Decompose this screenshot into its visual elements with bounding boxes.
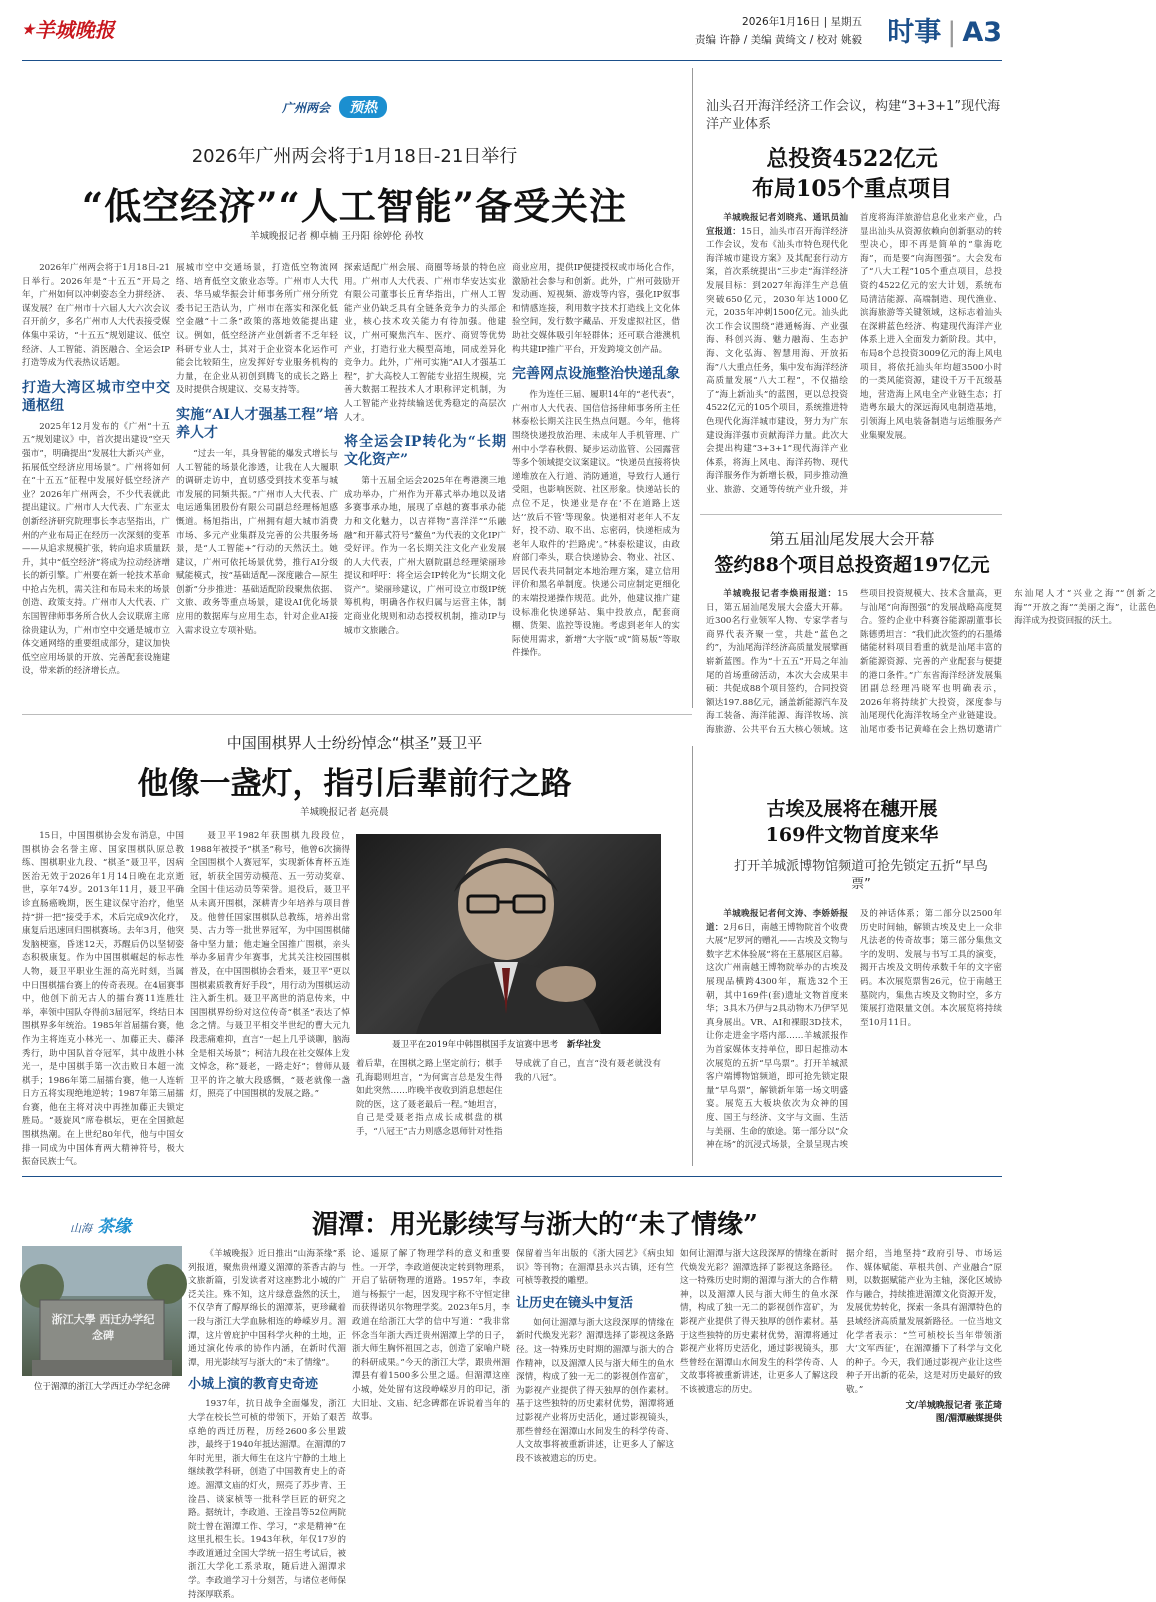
lead-subhead-games-ip: 将全运会IP转化为“长期文化资产” [344, 434, 506, 469]
photo-credit: 新华社发 [566, 1040, 601, 1050]
lead-byline: 羊城晚报记者 柳卓楠 王丹阳 徐婷伦 孙牧 [250, 231, 424, 242]
divider [692, 68, 693, 708]
memorial-inscription: 浙江大學 西迁办学纪念碑 [51, 1313, 155, 1342]
lead-col-2 [176, 262, 338, 692]
lead-col-1 [22, 262, 170, 692]
meitan-col-3 [516, 1248, 674, 1464]
kicker-shanhai: 山海 [70, 1222, 92, 1235]
relics-byline: 羊城晚报记者何文涛、李娇娇报道： [706, 909, 848, 933]
shantou-text: 15日，汕头市召开海洋经济工作会议，发布《汕头市特色现代化海洋城市建设方案》及其配套行动方案，首次系统提出“三步走”海洋经济发展目标：到2027年海洋生产总值突破650亿元，2030年达1000亿元，2035年冲刺1500亿元。汕头此次工作会议围绕“港通畅海、产业强海、科创兴海、魅力融海、生态护海、文化弘海、智慧用海、开放拓海”八大重点任务，集中发布海洋经济高质量发展“八大工程”，不仅描绘了“海上新汕头”的蓝图，更以总投资4522亿元的105个项目，系统推进特色现代化海洋城市建设，努力为广东建设海洋强市贡献海洋力量。此次大会提出构建“3+3+1”现代海洋产业体系，将海上风电、海洋药物、现代海洋服务作为新增长极，同步推动渔业、旅游、交通等传统产业升级，并首度将海洋旅游信息化业来产业，凸显出汕头从资源依赖向创新驱动的转型决心，即不再是简单的“靠海吃海”，而是要“向海图强”。大会发布了“八大工程”105个重点项目，总投资约4522亿元的宏大计划，系统布局清洁能源、高端制造、现代渔业、滨海旅游等关键领域，这标志着汕头在深耕蓝色经济、构建现代海洋产业体系上进入全面发力新阶段。其中，布局8个总投资3009亿元的海上风电项目，将依托汕头年均超3500小时的一类风能资源，建设千万千瓦级基地，营造海上风电全产业链生态；打造粤东最大的深远海风电制造基地，引领海上风电装备制造与运维服务产业集聚发展。 [706, 213, 1002, 495]
weiqi-col-2 [190, 830, 350, 1160]
relics-paragraph [706, 908, 1002, 1162]
section-label: 时事 | A3 [887, 17, 1002, 48]
meitan-col-1 [188, 1248, 346, 1600]
relics-text: 2月6日，南越王博物院首个收费大展“尼罗河的赠礼——古埃及文物与数字艺术体验展”将在王墓展区启幕。这次广州南越王博物院举办的古埃及展现品横跨4300年，瓶选32个王朝，其中169件(套)遗址文物首度来华；3具木乃伊与2具动物木乃伊罕见真身展出。VR、AI和裸眼3D技术，让你走进金字塔内部……羊城派报作为首家媒体支持单位，即日起推动本次展览的五折“早鸟票”。打开羊城派客户端博物馆频道，即可抢先锁定限量“早鸟票”，解锁新年第一场文明盛宴。展览五大板块依次为众神的国度、国王与经济、文字与文面、生活与美丽、生命的旅途。第一部分以“众神在场”的沉浸式场景，全景呈现古埃及的神话体系；第二部分以2500年历史时间轴，解锁古埃及史上一众非凡法老的传奇故事；第三部分集焦文字的发明、发展与书写工具的演变，揭开古埃及文明传承数千年的文字密码。本次展览票售26元，位于南越王墓院内，集焦古埃及文物时空，多方策展打造限量文创。本次展览将持续至10月11日。 [706, 909, 1002, 1151]
weiqi-col-3 [356, 1058, 661, 1162]
newspaper-logo: ★羊城晚报 [22, 18, 115, 42]
divider [700, 514, 1002, 515]
lead-subhead-express: 完善网点设施整治快递乱象 [512, 366, 680, 383]
lead-kicker [282, 96, 387, 118]
relics-headline-1: 古埃及展将在穗开展 [766, 798, 938, 820]
meitan-credits [846, 1400, 1002, 1426]
portrait-illustration [356, 834, 661, 1034]
lead-paragraph: “过去一年，具身智能的爆发式增长与人工智能的场景化渗透，让我在人大履职的调研走访中，直切感受到技术变革与城市发展的同频共振。”广州市人大代表、广电运通集团股份有限公司副总经理杨旭感慨道。杨旭指出，广州拥有超大城市消费市场、多元产业集群及完善的公共服务场景，是“人工智能+”行动的天然沃土。她建议，广州可依托场景优势，推行AI分级赋能模式，按“基础适配—深度融合—原生创新”分步推进：基础适配阶段聚焦依据、文旅、政务等重点场景，建设AI优化场景应用的数据库与应用生态，针对企业AI接入需求设立专项补贴。 [176, 448, 338, 636]
lead-paragraph: 商业应用，提供IP便捷授权或市场化合作，激励社会参与和创新。此外，广州可鼓励开发动画、短视频、游戏等内容，强化IP叙事和情感连接，利用数字技术打造线上文化体验空间，发行数字藏品、开发虚拟社区，借助社交媒体吸引年轻群体；还可联合港澳机构共建IP推广平台，开发跨境文创产品。 [512, 263, 680, 355]
weiqi-headline: 他像一盏灯，指引后辈前行之路 [137, 766, 572, 802]
divider [22, 1176, 1002, 1177]
meitan-headline: 湄潭：用光影续写与浙大的“未了情缘” [312, 1210, 758, 1240]
masthead [0, 0, 1024, 62]
lead-paragraph: 2026年广州两会将于1月18日-21日举行。2026年是“十五五”开局之年，广州如何以冲刺姿态全力拼经济、谋发展？在广州市十六届人大六次会议召开前夕，多名广州市人大代表接受媒体集中采访，“十五五”规划建议、低空经济、人工智能、消医融合、全运会IP打造等成为代表热议话题。 [22, 263, 170, 369]
lead-subhead-ai-talent: 实施“AI人才强基工程”培养人才 [176, 406, 338, 441]
lead-col-3 [344, 262, 506, 692]
shanwei-headline-1: 第五届汕尾发展大会开幕 [769, 530, 935, 548]
meitan-credit-photo: 图/湄潭融媒提供 [935, 1414, 1002, 1424]
weiqi-byline: 羊城晚报记者 赵亮晨 [300, 807, 389, 818]
memorial-photo [22, 1246, 182, 1376]
shantou-byline: 羊城晚报记者刘晓兆、通讯员汕宣报道： [706, 213, 848, 237]
shanwei-headline-2: 签约88个项目总投资超197亿元 [714, 554, 990, 576]
lead-deck: 2026年广州两会将于1月18日-21日举行 [191, 146, 518, 167]
meitan-paragraph: 论、遥原了解了物理学科的意义和重要性。一开学，李政道便决定转到物理系，开启了钻研物理的道路。1957年，李政道与杨振宁一起，因发现宇称不守恒定律而获得诺贝尔物理学奖。2023年5月，李政道在给浙江大学的信中写道：“我非常怀念当年浙大西迁贵州湄潭上学的日子，浙大师生胸怀祖国之志，创造了家喻户晓的科研成果。”今天的浙江大学，跟贵州湄潭县有着1500多公里之遥。但湄潭这座小城，处处留有这段峥嵘岁月的印记，浙大旧址、文庙、纪念碑都在诉说着当年的故事。 [352, 1249, 510, 1423]
lead-subhead-low-altitude: 打造大湾区城市空中交通枢纽 [22, 379, 170, 414]
page-number: A3 [962, 17, 1002, 48]
shanwei-paragraph [706, 588, 1156, 738]
divider [692, 746, 693, 1166]
date-line: 2026年1月16日 | 星期五 [742, 16, 862, 28]
shantou-paragraph [706, 212, 1002, 508]
meitan-col-2 [352, 1248, 510, 1424]
shanwei-byline: 羊城晚报记者李焕雨报道： [723, 589, 838, 599]
lead-col-4 [512, 262, 680, 692]
photo-caption [392, 1038, 601, 1050]
shantou-body [706, 212, 1002, 508]
nie-weiping-photo [356, 834, 661, 1034]
weiqi-paragraph: 着后辈，在围棋之路上坚定前行；棋手孔海聪则坦言，“为何寓言总是发生得如此突然……昨晚半夜收到消息想起住院的医，这了聂老最后一程。”她坦言，自己是受聂老指点成长成棋盘的棋手，“八冠王”古力则感念恩师针对性指导成就了自己，直言“没有聂老就没有我的八冠”。 [356, 1059, 661, 1137]
lead-paragraph: 作为连任三届、履职14年的“老代表”，广州市人大代表、国信信扬律师事务所主任林泰松长期关注民生热点问题。今年，他将围绕快递投放治理、未成年人手机管理、广州中小学春秋假、疑步运动监管、公园露营等多个领域提交议案建议。“快递员直接将快递堆放在入行道、消防通道，导致行人通行受阻，也影响医院、社区形象。快递站长的点位不足，快递业是存在‘不在道路上送达’‘放后不管’等现象。快递相对老年人不友好，投不动、取不出、忘密码，快递柜成为老年人取件的‘拦路虎’。”林泰松建议，由政府部门牵头，联合快递协会、物业、社区、居民代表共同制定本地治理方案，建立信用评价和黑名单制度。快递公司应制定更细化的末端投递操作规范。此外，他建议推广建设标准化快递驿站、集中投放点，配套商棚、货架、监控等设施。考虑到老年人的实际使用需求，新增“大字版”或“简易版”等取件操作。 [512, 390, 680, 659]
logo-mark-icon: ★ [22, 22, 35, 38]
divider [22, 714, 692, 715]
masthead-rule [22, 60, 1002, 61]
lead-headline: “低空经济”“人工智能”备受关注 [81, 184, 628, 228]
meitan-subhead-education: 小城上演的教育史奇迹 [188, 1377, 319, 1393]
meitan-credit-text: 文/羊城晚报记者 张芷琦 [905, 1401, 1002, 1411]
memorial-caption: 位于湄潭的浙江大学西迁办学纪念碑 [33, 1382, 170, 1392]
meitan-paragraph: 如何让湄潭与浙大这段深厚的情缘在新时代焕发光彩？湄潭选择了影视这条路径。这一特殊历史时期的湄潭与浙大的合作精神，以及湄潭人民与浙大师生的鱼水深情，构成了独一无二的影视创作富矿，为影视产业提供了得天独厚的创作素材。基于这些独特的历史素材优势，湄潭将通过影视产业将历史活化，通过影视镜头，那些曾经在湄潭山水间发生的科学传奇、人文故事将被重新讲述，让更多人了解这段不该被遗忘的历史。 [516, 1317, 674, 1464]
meitan-col-4 [680, 1248, 838, 1424]
shanwei-body [706, 588, 1156, 738]
lead-paragraph: 2025年12月发布的《广州“十五五”规划建议》中，首次提出建设“空天强市”，明确提出“发展壮大新兴产业，拓展低空经济应用场景”。广州将如何在“十五五”征程中发展好低空经济产业？2026年广州两会，不少代表就此提出建议。广州市人大代表、广东亚太创新经济研究院理事长李志坚指出，广州的产业布局正在经历一次深刻的变革——从追求规模扩张，转向追求质量跃升，其中“低空经济”将成为拉动经济增长的新引擎。广州要在新一轮技术革命中抢占先机，需关注和布局未来的场景创造、政策支持。广州市人大代表、广东国智律师事务所合伙人会议联席主席徐贵建认为，广州市空中交通是城市立体交通网络的重要组成部分，建议加快低空应用场景的开放、完善配套设施建设，带来新的经济增长点。 [22, 421, 170, 677]
meitan-col-5 [846, 1248, 1002, 1398]
meitan-paragraph: 1937年，抗日战争全面爆发，浙江大学在校长竺可桢的带领下，开始了艰苦卓绝的西迁历程，历经2600多公里跋涉，最终于1940年抵达湄潭。在湄潭的7年时光里，浙大师生在这片宁静的土地上继续教学科研，创造了中国教育史上的奇迹。湄潭文庙的灯火，照亮了苏步青、王淦昌、谈家桢等一批科学巨匠的研究之路。据统计，李政道、王淦昌等52位两院院士曾在湄潭工作、学习，“求是精神”在这里扎根生长。1943年秋，年仅17岁的李政道通过全国大学统一招生考试后，被浙江大学化工系录取，随后进入湄潭求学。李政道学习十分刻苦，与诸位老师保持深厚联系。 [188, 1399, 346, 1600]
meitan-paragraph: 如何让湄潭与浙大这段深厚的情缘在新时代焕发光彩？湄潭选择了影视这条路径。这一特殊历史时期的湄潭与浙大的合作精神，以及湄潭人民与浙大师生的鱼水深情，构成了独一无二的影视创作富矿，为影视产业提供了得天独厚的创作素材。基于这些独特的历史素材优势，湄潭将通过影视产业将历史活化，通过影视镜头，那些曾经在湄潭山水间发生的科学传奇、人文故事将被重新讲述，让更多人了解这段不该被遗忘的历史。 [680, 1249, 838, 1395]
weiqi-deck: 中国围棋界人士纷纷悼念“棋圣”聂卫平 [226, 734, 483, 752]
lead-paragraph: 第十五届全运会2025年在粤港澳三地成功举办，广州作为开幕式举办地以及诸多赛事承办地，展现了卓越的赛事承办能力和文化魅力，以吉祥物“喜洋洋”“乐融融”和开幕式符号“鳌鱼”为代表的文化IP广受好评。作为一名长期关注文化产业发展的人大代表，广州大剧院副总经理梁丽珍提议和呼吁：将全运会IP转化为“长期文化资产”。梁丽珍建议，广州可设立市级IP统筹机构，明确各作权归属与运营主体，制定商业化规则和动态授权机制，推动IP与城市文旅融合。 [344, 476, 506, 636]
meitan-paragraph: 据介绍，当地坚持“政府引导、市场运作、媒体赋能、草根共创、产业融合”原则，以数据赋能产业为主轴，深化区域协作与融合，持续推进湄潭文化资源开发，发展优势转化，探索一条具有湄潭特色的县域经济高质量发展新路径。一位当地文化学者表示：“竺可桢校长当年带领浙大‘文军西征’，在湄潭播下了科学与文化的种子。今天，我们通过影视产业让这些种子开出新的花朵，这是对历史最好的致敬。” [846, 1249, 1002, 1395]
staff-line: 责编 许静 / 美编 黄绮文 / 校对 姚毅 [695, 34, 862, 46]
weiqi-paragraph: 聂卫平1982年获围棋九段段位，1988年被授予“棋圣”称号，他曾6次摘得全国围棋个人赛冠军，实现新体育杯五连冠，斩获全国劳动模范、五一劳动奖章、全国十佳运动员等荣誉。退役后，聂卫平从未离开围棋，深耕青少年培养与项目普及。他曾任国家围棋队总教练，培养出常昊、古力等一批世界冠军，为中国围棋储备中坚力量；他走遍全国推广围棋，亲头举办多届青少年赛事，尤其关注校园围棋普及，在中国围棋协会看来，聂卫平“更以围棋素质教育好手段”，用行动为围棋运动注入新生机。聂卫平离世的消息传来，中国围棋界纷纷对这位传奇“棋圣”表达了悼念之情。与聂卫平相交半世纪的曹大元九段悲痛难抑，直言“一起上几乎谈聊，脑海全是相关场景”；柯洁九段在社交媒体上发文悼念，称“聂老，一路走好”；曾师从聂卫平的许之敏大段感慨，“聂老就像一盏灯，照亮了中国围棋的发展之路。” [190, 831, 350, 1100]
kicker-chayuan: 茶缘 [97, 1217, 132, 1237]
shantou-headline-1: 总投资4522亿元 [766, 146, 938, 172]
shantou-deck: 汕头召开海洋经济工作会议，构建“3+3+1”现代海洋产业体系 [706, 99, 1001, 132]
lead-paragraph: 探索适配广州会展、商圈等场景的特色应用。广州市人大代表、广州市华安达实业有限公司董事长丘育华指出，广州人工智能产业仍缺乏具有全链条竞争力的头部企业，核心技术攻关能力有待加强。他建议，广州可聚焦汽车、医疗、商贸等优势产业，打造行业大模型高地，同成差异化竞争力。此外，广州可实施“AI人才强基工程”，扩大高校人工智能专业招生规模，完善大数据工程技术人才职称评定机制，为人工智能产业持续输送优秀稳定的高层次人才。 [344, 263, 506, 423]
meitan-paragraph: 《羊城晚报》近日推出“山海茶缘”系列报道，聚焦贵州遵义湄潭的茶香古韵与文旅新篇，引发读者对这座黔北小城的广泛关注。殊不知，这片绿意盎然的沃土，不仅孕育了醇厚绵长的湄潭茶，更珍藏着一段与浙江大学血脉相连的峥嵘岁月。湄潭，这片曾庇护中国科学火种的土地，正通过演化传承的协作内涵，在新时代湄潭，用光影续写与浙大的“未了情缘”。 [188, 1249, 346, 1368]
kicker-two-sessions: 广州两会 [282, 101, 331, 115]
weiqi-col-1 [22, 830, 184, 1168]
relics-body [706, 908, 1002, 1162]
shantou-headline-2: 布局105个重点项目 [752, 176, 952, 202]
lead-paragraph: 展城市空中交通场景，打造低空物流网络、培育低空文旅业态等。广州市人大代表、华马威华振会计师事务所广州分所党委书记王浩认为，广州市在落实和深化低空金融“十二条”政策的落地效能提出建议。例如，低空经济产业创新者不乏年轻科研专业人士，其对于企业资本化运作可能会比较陌生，应发挥好专业服务机构的力量，在企业从初创到腾飞的成长之路上及时提供合规建议、交易支持等。 [176, 263, 338, 396]
weiqi-paragraph: 15日，中国围棋协会发布消息，中国围棋协会名誉主席、国家围棋队原总教练、围棋职业九段、“棋圣”聂卫平，因病医治无效于2026年1月14日晚在北京逝世，享年74岁。2013年11月，聂卫平确诊直肠癌晚期，医生建议保守治疗，他坚持“拼一把”接受手术，术后完成9次化疗，康复后迅速回归围棋赛场。去年3月，他突发脑梗塞，昏迷12天，苏醒后仍以坚韧姿态积极康复。作为中国围棋崛起的标志性人物，聂卫平职业生涯的高光时刻，当属中日围棋擂台赛上的传奇表现。在4届赛事中，他创下前无古人的擂台赛11连胜壮举，率领中国队夺得前3届冠军，终结日本围棋界多年统治。1985年首届擂台赛，他作为主将连克小林光一、加藤正夫、藤泽秀行，助中国队首夺冠军，其中战胜小林光一，是中国棋手第一次击败日本超一流棋手；1986年第二届擂台赛，他一人连斩日方五将实现绝地逆转；1987年第三届擂台赛，他在主将对决中再挫加藤正夫锁定胜局。“聂旋风”席卷棋坛，更在全国掀起围棋热潮。在上世纪80年代，他与中国女排一同成为中国体育两大精神符号，极大振奋民族士气。 [22, 831, 184, 1168]
relics-deck: 打开羊城派博物馆频道可抢先锁定五折“早鸟票” [734, 859, 988, 892]
kicker-preheat: 预热 [339, 96, 387, 118]
section-name: 时事 [887, 17, 942, 48]
photo-caption-text: 聂卫平在2019年中韩围棋国手友谊赛中思考 [392, 1040, 559, 1050]
shanwei-text: 15日，第五届汕尾发展大会盛大开幕。近300名行业领军人物、专家学者与商界代表齐聚一堂，共赴“蓝色之约”，为汕尾海洋经济高质量发展擘画崭新蓝图。作为“十五五”开局之年汕尾的首场重磅活动，本次大会成果丰硕：共促成88个项目签约，合同投资额达197.88亿元，涵盖新能源汽车及海工装备、海洋能源、海洋牧场、滨海旅游、公共平台五大核心领域。这些项目投资规模大、技术含量高，更与汕尾“向海图强”的发展战略高度契合。签约企业中科赛谷能源副董事长陈德勇坦言：“我们此次签约的石墨烯储能材料项目看重的就是汕尾丰富的新能源资源、完善的产业配套与便捷的港口条件。”广东省海洋经济发展集团副总经理冯晓军也明确表示，2026年将持续扩大投资，深度参与汕尾现代化海洋牧场全产业链建设。汕尾市委书记黄峰在会上热切邀请广东汕尾人才“兴业之海”“创新之海”“开放之海”“美丽之海”，让蓝色海洋成为投资回报的沃土。 [706, 589, 1156, 735]
meitan-paragraph: 保留着当年出版的《浙大园艺》《病虫知识》等刊物；在湄潭县永兴古镇，还有竺可桢等教授的雕塑。 [516, 1249, 674, 1287]
meitan-subhead-film: 让历史在镜头中复活 [516, 1295, 634, 1311]
relics-headline-2: 169件文物首度来华 [765, 824, 939, 846]
memorial-illustration [22, 1246, 182, 1376]
meitan-kicker [70, 1212, 131, 1237]
